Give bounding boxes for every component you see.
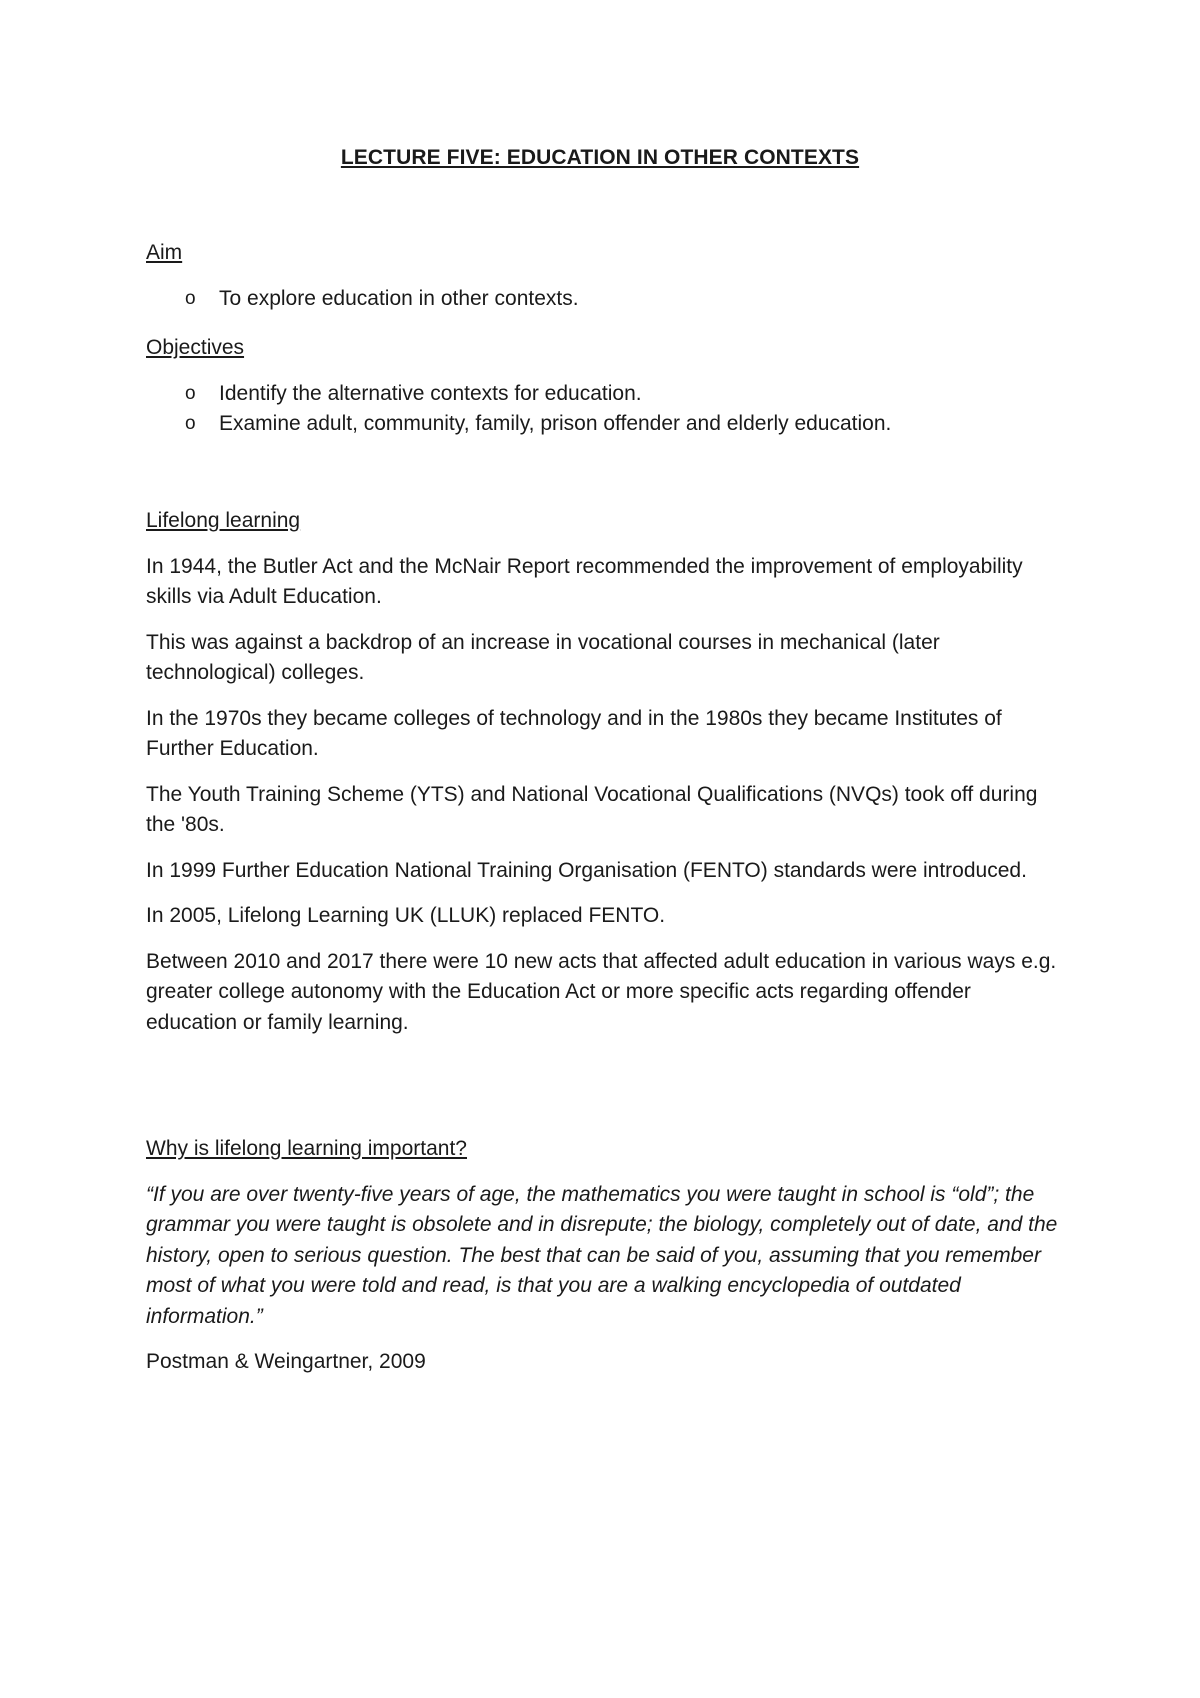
aim-list-item bbox=[146, 284, 1066, 315]
aim-list bbox=[146, 284, 1066, 315]
lifelong-paragraph: Between 2010 and 2017 there were 10 new acts that affected adult education in various ways e.g. greater college autonomy with the Education Act or more specific acts regarding offender education or family learning. bbox=[146, 949, 1057, 1034]
objectives-list-item bbox=[146, 379, 1066, 410]
aim-item-text: To explore education in other contexts. bbox=[219, 286, 579, 310]
objectives-list bbox=[146, 379, 1066, 440]
lifelong-paragraph: In 2005, Lifelong Learning UK (LLUK) replaced FENTO. bbox=[146, 904, 666, 927]
lifelong-paragraph: The Youth Training Scheme (YTS) and National Vocational Qualifications (NVQs) took off during the '80s. bbox=[146, 782, 1038, 836]
objectives-list-item bbox=[146, 409, 1066, 440]
page-title: LECTURE FIVE: EDUCATION IN OTHER CONTEXTS bbox=[340, 146, 860, 169]
lifelong-learning-heading: Lifelong learning bbox=[146, 509, 301, 532]
aim-section bbox=[146, 238, 1066, 314]
aim-heading: Aim bbox=[146, 241, 183, 264]
why-lifelong-section bbox=[146, 1134, 1066, 1378]
quote-citation: Postman & Weingartner, 2009 bbox=[146, 1350, 426, 1373]
lifelong-paragraph: In 1999 Further Education National Training Organisation (FENTO) standards were introduced. bbox=[146, 858, 1027, 882]
quote-text: “If you are over twenty-five years of age, the mathematics you were taught in school is “old”; the grammar you were taught is obsolete and in disrepute; the biology, completely out of date, and the history, open to serious question. The best that can be said of you, assuming that you remember most of what you were told and read, is that you are a walking encyclopedia of outdated information.” bbox=[146, 1182, 1058, 1328]
lifelong-paragraph: This was against a backdrop of an increase in vocational courses in mechanical (later technological) colleges. bbox=[146, 630, 940, 684]
objectives-section bbox=[146, 333, 1066, 440]
lifelong-paragraph: In the 1970s they became colleges of technology and in the 1980s they became Institutes of Further Education. bbox=[146, 706, 1002, 760]
why-lifelong-heading: Why is lifelong learning important? bbox=[146, 1137, 467, 1160]
lifelong-learning-section bbox=[146, 506, 1066, 1038]
objective-item-text: Examine adult, community, family, prison offender and elderly education. bbox=[219, 412, 892, 435]
bullet-marker-icon: o bbox=[185, 382, 196, 404]
objective-item-text: Identify the alternative contexts for education. bbox=[219, 381, 642, 405]
lifelong-paragraph: In 1944, the Butler Act and the McNair Report recommended the improvement of employability skills via Adult Education. bbox=[146, 554, 1023, 608]
bullet-marker-icon: o bbox=[185, 287, 196, 309]
bullet-marker-icon: o bbox=[185, 413, 196, 434]
objectives-heading: Objectives bbox=[146, 336, 245, 359]
